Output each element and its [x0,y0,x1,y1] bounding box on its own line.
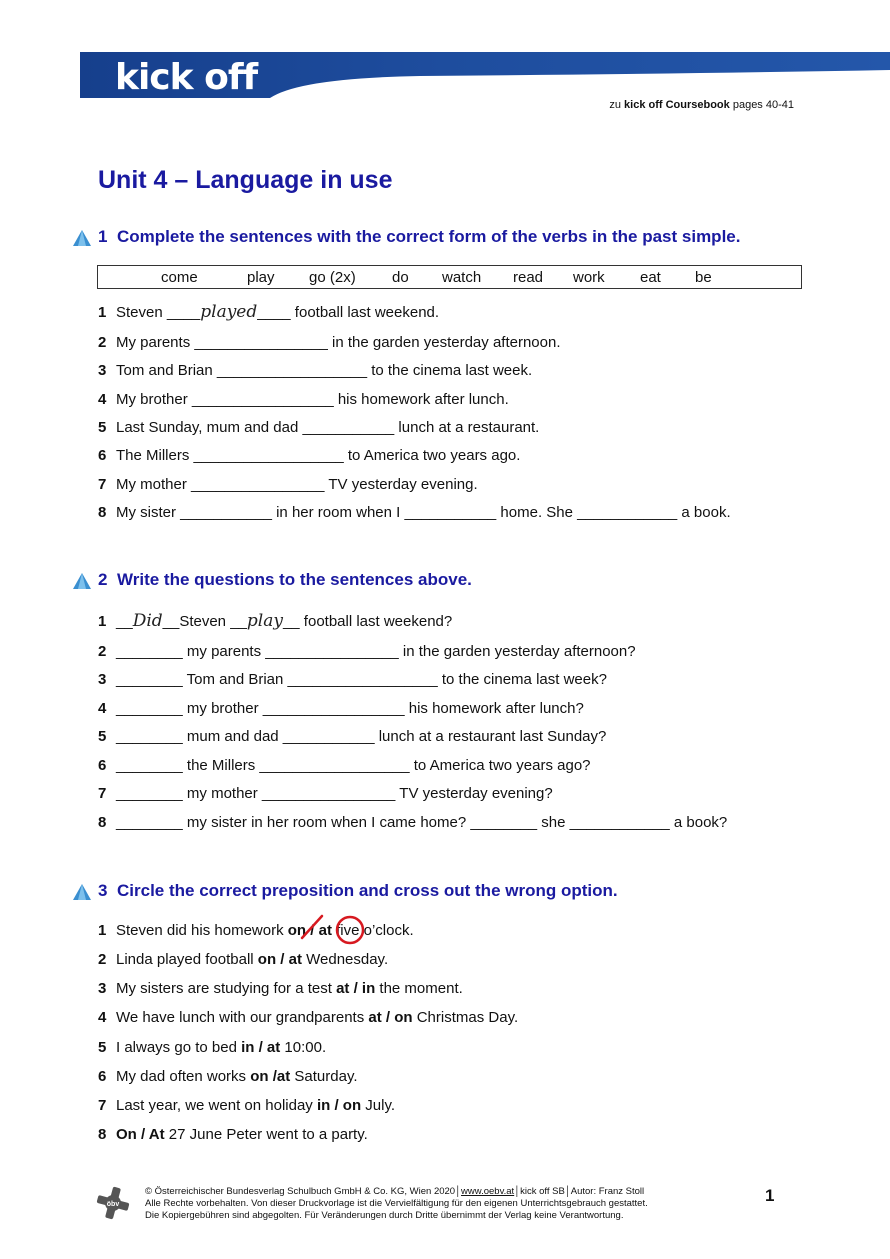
correction-marks-icon [296,912,376,946]
page-title: Unit 4 – Language in use [98,166,393,194]
ex3-sentence: 6 My dad often works on /at Saturday. [98,1068,358,1085]
handwritten-answer: play [246,611,283,631]
word-item: come [161,269,198,286]
ex3-sentence: 4 We have lunch with our grandparents at / on Christmas Day. [98,1009,519,1026]
footer-copyright: © Österreichischer Bundesverlag Schulbuch GmbH & Co. KG, Wien 2020│www.oebv.at│kick off SB│Autor: Franz Stoll Alle Rechte vorbehalten. Von dieser Druckvorlage ist die Vervielfältigung für den eigenen Unterrichtsgebrauch gestattet. Die Kopiergebühren sind abgegolten. Für Veränderungen durch Dritte übernimmt der Verlag keine Verantwortung. [145,1186,648,1221]
oebv-logo-icon [96,1186,130,1220]
ex1-sentence: 4 My brother _________________ his homework after lunch. [98,391,509,408]
handwritten-answer: Did [132,611,163,631]
circled-option: at [318,922,332,939]
ex2-sentence: 6 ________ the Millers __________________ to America two years ago? [98,757,591,774]
ex2-sentence-1: 1 __Did__Steven __play__ football last weekend? [98,611,453,631]
word-item: eat [640,269,661,286]
word-item: do [392,269,409,286]
ex3-sentence: 3 My sisters are studying for a test at / in the moment. [98,980,463,997]
difficulty-triangle-icon [72,883,92,901]
word-box [97,265,802,289]
word-item: be [695,269,712,286]
handwritten-answer: played [200,302,258,322]
exercise-2-heading: 2 Write the questions to the sentences above. [62,570,822,592]
ex1-sentence: 3 Tom and Brian __________________ to the cinema last week. [98,362,533,379]
ex1-sentence: 7 My mother ________________ TV yesterday evening. [98,476,478,493]
ex2-sentence: 3 ________ Tom and Brian __________________ to the cinema last week? [98,671,607,688]
ex1-sentence-1: 1 Steven ____played____ football last weekend. [98,302,440,322]
coursebook-reference: zu kick off Coursebook pages 40-41 [609,99,794,111]
ex2-sentence: 2 ________ my parents ________________ in the garden yesterday afternoon? [98,643,636,660]
page-number: 1 [765,1186,775,1205]
word-item: watch [442,269,482,286]
oebv-logo-text: öbv [106,1201,120,1208]
ex3-sentence-1: 1 Steven did his homework on / at five o’clock. [98,922,414,939]
ex3-sentence: 8 On / At 27 June Peter went to a party. [98,1126,368,1143]
word-item: read [513,269,544,286]
ex3-sentence: 5 I always go to bed in / at 10:00. [98,1039,327,1056]
word-item: work [573,269,605,286]
exercise-3-heading: 3 Circle the correct preposition and cross out the wrong option. [62,881,822,903]
ex1-sentence: 8 My sister ___________ in her room when I ___________ home. She ____________ a book. [98,504,731,521]
crossed-out-option: on [287,922,307,939]
ex1-sentence: 6 The Millers __________________ to America two years ago. [98,447,521,464]
ex2-sentence: 4 ________ my brother _________________ his homework after lunch? [98,700,584,717]
ex2-sentence: 8 ________ my sister in her room when I came home? ________ she ____________ a book? [98,814,728,831]
ex3-sentence: 7 Last year, we went on holiday in / on July. [98,1097,396,1114]
ex2-sentence: 5 ________ mum and dad ___________ lunch at a restaurant last Sunday? [98,728,607,745]
oebv-link[interactable]: www.oebv.at [461,1186,515,1197]
ex1-sentence: 5 Last Sunday, mum and dad ___________ lunch at a restaurant. [98,419,540,436]
word-item: play [247,269,275,286]
difficulty-triangle-icon [72,572,92,590]
ex3-sentence: 2 Linda played football on / at Wednesday. [98,951,389,968]
kick-off-logo: kick off [115,57,258,98]
ex2-sentence: 7 ________ my mother ________________ TV yesterday evening? [98,785,553,802]
difficulty-triangle-icon [72,229,92,247]
exercise-1-heading: 1 Complete the sentences with the correct form of the verbs in the past simple. [62,227,822,249]
ex1-sentence: 2 My parents ________________ in the garden yesterday afternoon. [98,334,561,351]
word-item: go (2x) [309,269,356,286]
